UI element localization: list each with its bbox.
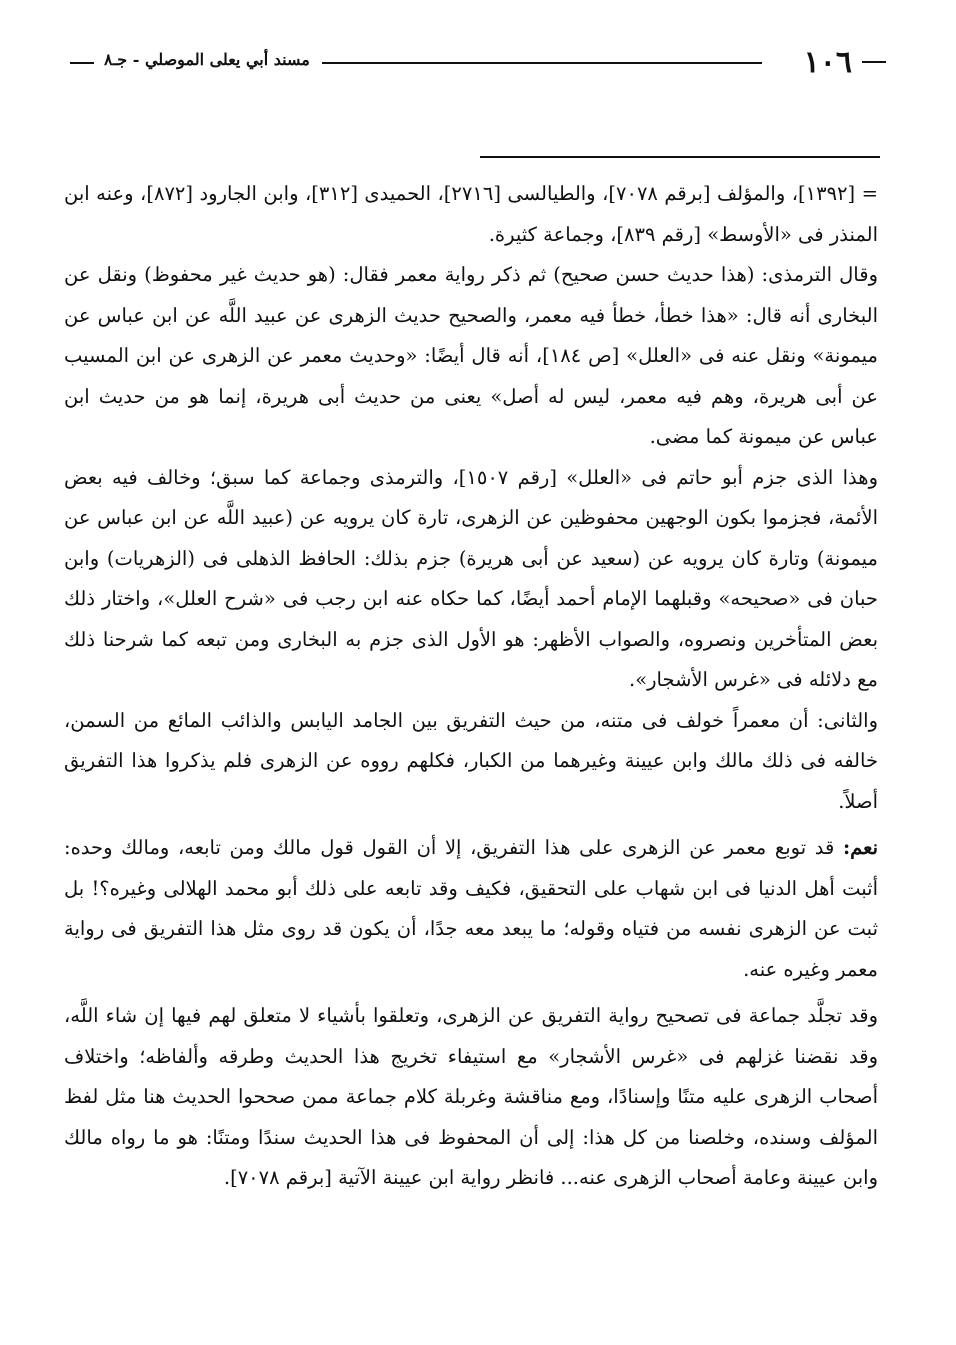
- paragraph: وهذا الذى جزم أبو حاتم فى «العلل» [رقم ١٥٠٧]، والترمذى وجماعة كما سبق؛ وخالف فيه بعض الأئمة، فجزموا بكون الوجهين محفوظين عن الزهرى، تارة كان يرويه عن (عبيد اللَّه عن ابن عباس عن ميمونة) وتارة كان يرويه عن (سعيد عن أبى هريرة) جزم بذلك: الحافظ الذهلى فى (الزهريات) وابن حبان فى «صحيحه» وقبلهما الإمام أحمد أيضًا، كما حكاه عنه ابن رجب فى «شرح العلل»، واختار ذلك بعض المتأخرين ونصروه، والصواب الأظهر: هو الأول الذى جزم به البخارى ومن تبعه كما شرحنا ذلك مع دلائله فى «غرس الأشجار».: [64, 465, 878, 691]
- page-number-group: [804, 44, 886, 80]
- header-dash: [70, 62, 94, 64]
- header-dash: [862, 61, 886, 63]
- paragraph-text: قد توبع معمر عن الزهرى على هذا التفريق، إلا أن القول قول مالك ومن تابعه، ومالك وحده: أثبت أهل الدنيا فى ابن شهاب على التحقيق، فكيف وقد تابعه على ذلك أبو محمد الهلالى وغيره؟! بل ثبت عن الزهرى نفسه من فتياه وقوله؛ ما يبعد معه جدًا، أن يكون قد روى مثل هذا التفريق فى رواية معمر وغيره عنه.: [64, 836, 878, 981]
- running-title: مسند أبي يعلى الموصلي - جـ٨: [104, 50, 310, 69]
- footnote-body: [64, 174, 878, 1199]
- paragraph: والثانى: أن معمراً خولف فى متنه، من حيث التفريق بين الجامد اليابس والذائب المائع من السمن، خالفه فى ذلك مالك وابن عيينة وغيرهما من الكبار، فكلهم رووه عن الزهرى فلم يذكروا هذا التفريق أصلاً.: [64, 708, 878, 813]
- paragraph: وقال الترمذى: (هذا حديث حسن صحيح) ثم ذكر رواية معمر فقال: (هو حديث غير محفوظ) ونقل عن البخارى أنه قال: «هذا خطأ، خطأ فيه معمر، والصحيح حديث الزهرى عن عبيد اللَّه عن ابن عباس عن ميمونة» ونقل عنه فى «العلل» [ص ١٨٤]، أنه قال أيضًا: «وحديث معمر عن الزهرى عن ابن المسيب عن أبى هريرة، وهم فيه معمر، ليس له أصل» يعنى من حديث أبى هريرة، إنما هو من حديث ابن عباس عن ميمونة كما مضى.: [64, 263, 878, 448]
- page-number: ١٠٦: [803, 44, 852, 80]
- paragraph: [64, 828, 878, 990]
- footnote-separator: [480, 156, 880, 158]
- paragraph: = [١٣٩٢]، والمؤلف [برقم ٧٠٧٨]، والطيالسى [٢٧١٦]، الحميدى [٣١٢]، وابن الجارود [٨٧٢]، وعنه ابن المنذر فى «الأوسط» [رقم ٨٣٩]، وجماعة كثيرة.: [64, 182, 878, 246]
- header-rule: [322, 62, 762, 64]
- paragraph-lead: نعم:: [842, 836, 878, 859]
- paragraph: وقد تجلَّد جماعة فى تصحيح رواية التفريق عن الزهرى، وتعلقوا بأشياء لا متعلق لهم فيها إن شاء اللَّه، وقد نقضنا غزلهم فى «غرس الأشجار» مع استيفاء تخريج هذا الحديث وطرقه وألفاظه؛ واختلاف أصحاب الزهرى عليه متنًا وإسنادًا، ومع مناقشة وغربلة كلام جماعة ممن صححوا الحديث هنا مثل لفظ المؤلف وسنده، وخلصنا من كل هذا: إلى أن المحفوظ فى هذا الحديث سندًا ومتنًا: هو ما رواه مالك وابن عيينة وعامة أصحاب الزهرى عنه... فانظر رواية ابن عيينة الآتية [برقم ٧٠٧٨].: [64, 1004, 878, 1189]
- page-header: [70, 44, 886, 80]
